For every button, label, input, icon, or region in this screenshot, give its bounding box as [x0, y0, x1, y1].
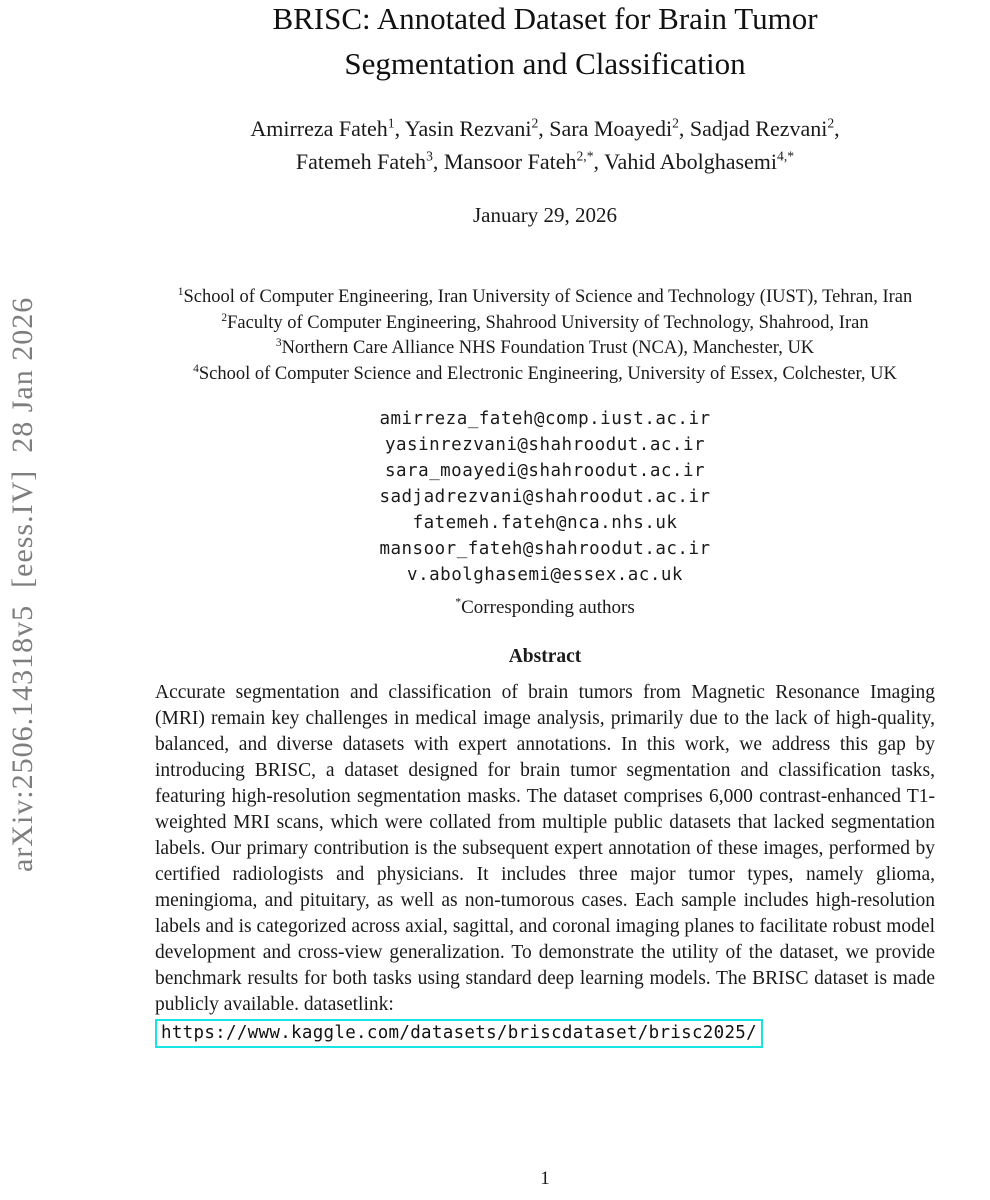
email-list: [115, 406, 975, 588]
affiliation-text: Northern Care Alliance NHS Foundation Trust (NCA), Manchester, UK: [281, 338, 815, 358]
affiliation-line: [115, 285, 975, 311]
author-superscript: 2,*: [576, 148, 594, 164]
dataset-link-line: [155, 1019, 935, 1048]
author-line: [115, 145, 975, 178]
email-address: sara_moayedi@shahroodut.ac.ir: [384, 461, 706, 481]
author-name: , Sara Moayedi: [538, 116, 673, 141]
corresponding-authors-note: [115, 597, 975, 619]
email-address: amirreza_fateh@comp.iust.ac.ir: [379, 409, 711, 429]
email-address: yasinrezvani@shahroodut.ac.ir: [384, 435, 706, 455]
email-address: fatemeh.fateh@nca.nhs.uk: [412, 513, 678, 533]
author-superscript: 2: [827, 115, 835, 131]
abstract-heading: Abstract: [508, 646, 582, 667]
page-number: 1: [540, 1168, 550, 1189]
author-name: , Yasin Rezvani: [394, 116, 532, 141]
author-name: ,: [834, 116, 840, 141]
affiliation-line: [115, 311, 975, 337]
paper-date: January 29, 2026: [472, 203, 618, 227]
email-address: mansoor_fateh@shahroodut.ac.ir: [379, 539, 711, 559]
affiliation-superscript: 4: [193, 362, 199, 375]
affiliation-superscript: 3: [275, 336, 282, 349]
title-line-2: Segmentation and Classification: [344, 46, 746, 81]
affiliation-list: [115, 285, 975, 387]
affiliation-text: School of Computer Engineering, Iran University of Science and Technology (IUST), Tehran, Iran: [183, 287, 913, 307]
author-name: , Sadjad Rezvani: [678, 116, 828, 141]
author-name: Amirreza Fateh: [250, 116, 388, 141]
author-list: [115, 112, 975, 178]
author-line: [115, 112, 975, 145]
affiliation-text: Faculty of Computer Engineering, Shahrood University of Technology, Shahrood, Iran: [227, 312, 869, 333]
author-name: Fatemeh Fateh: [295, 149, 427, 174]
arxiv-watermark: arXiv:2506.14318v5 [eess.IV] 28 Jan 2026: [6, 296, 39, 872]
author-name: , Vahid Abolghasemi: [593, 149, 778, 174]
abstract-text: Accurate segmentation and classification of brain tumors from Magnetic Resonance Imaging (MRI) remain key challenges in medical image analysis, primarily due to the lack of high-quality, balanced, and diverse datasets with expert annotations. In this work, we address this gap by introducing BRISC, a dataset designed for brain tumor segmentation and classification tasks, featuring high-resolution segmentation masks. The dataset comprises 6,000 contrast-enhanced T1-weighted MRI scans, which were collated from multiple public datasets that lacked segmentation labels. Our primary contribution is the subsequent expert annotation of these images, performed by certified radiologists and physicians. It includes three major tumor types, namely glioma, meningioma, and pituitary, as well as non-tumorous cases. Each sample includes high-resolution labels and is categorized across axial, sagittal, and coronal imaging planes to facilitate robust model development and cross-view generalization. To demonstrate the utility of the dataset, we provide benchmark results for both tasks using standard deep learning models. The BRISC dataset is made publicly available. datasetlink:: [155, 682, 935, 1015]
affiliation-superscript: 1: [177, 285, 184, 298]
affiliation-superscript: 2: [221, 311, 228, 324]
page-title: [115, 0, 975, 86]
author-superscript: 1: [387, 115, 395, 131]
email-address: v.abolghasemi@essex.ac.uk: [407, 565, 683, 585]
main-column: [115, 0, 975, 1048]
affiliation-line: [115, 336, 975, 362]
author-superscript: 2: [531, 115, 539, 131]
corresponding-text: Corresponding authors: [461, 597, 635, 618]
affiliation-text: School of Computer Science and Electronic Engineering, University of Essex, Colchester, UK: [198, 363, 897, 384]
affiliation-line: [115, 362, 975, 388]
author-superscript: 3: [426, 148, 433, 164]
author-name: , Mansoor Fateh: [432, 149, 577, 174]
title-line-1: BRISC: Annotated Dataset for Brain Tumor: [272, 1, 818, 36]
abstract-body: [155, 680, 935, 1048]
author-superscript: 2: [672, 115, 679, 131]
email-address: sadjadrezvani@shahroodut.ac.ir: [379, 487, 711, 507]
corresponding-superscript: *: [455, 595, 462, 609]
author-superscript: 4,*: [777, 148, 795, 164]
dataset-link[interactable]: https://www.kaggle.com/datasets/briscdataset/brisc2025/: [155, 1019, 763, 1048]
